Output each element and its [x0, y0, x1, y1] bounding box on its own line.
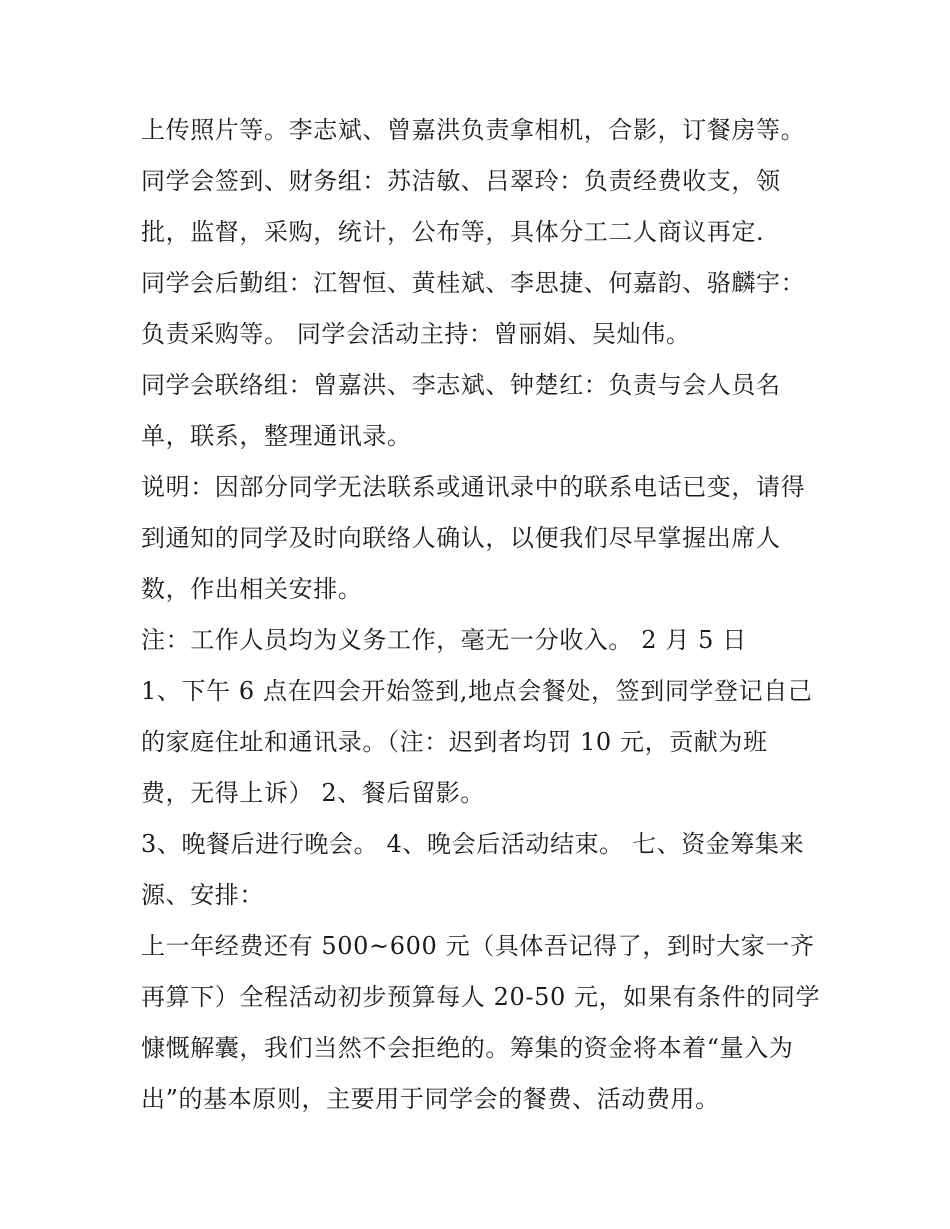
text-line: 出”的基本原则，主要用于同学会的餐费、活动费用。: [141, 1085, 720, 1113]
text-line: 同学会联络组：曾嘉洪、李志斌、钟楚红：负责与会人员名: [141, 371, 781, 399]
document-body: [141, 105, 841, 1125]
text-line: 再算下）全程活动初步预算每人 20-50 元，如果有条件的同学: [141, 983, 821, 1011]
text-line: 费，无得上诉） 2、餐后留影。: [141, 779, 485, 807]
text-line: 批，监督，采购，统计，公布等，具体分工二人商议再定.: [141, 218, 765, 246]
text-line: 负责采购等。 同学会活动主持：曾丽娟、吴灿伟。: [141, 320, 691, 348]
text-line: 注：工作人员均为义务工作，毫无一分收入。 2 月 5 日: [141, 626, 747, 654]
text-line: 上传照片等。李志斌、曾嘉洪负责拿相机，合影，订餐房等。: [141, 116, 806, 144]
text-line: 慷慨解囊，我们当然不会拒绝的。筹集的资金将本着“量入为: [141, 1034, 794, 1062]
text-line: 1、下午 6 点在四会开始签到,地点会餐处，签到同学登记自己: [141, 677, 813, 705]
text-line: 数，作出相关安排。: [141, 575, 363, 603]
text-line: 说明：因部分同学无法联系或通讯录中的联系电话已变，请得: [141, 473, 806, 501]
text-line: 同学会签到、财务组：苏洁敏、吕翠玲：负责经费收支，领: [141, 167, 781, 195]
text-line: 到通知的同学及时向联络人确认，以便我们尽早掌握出席人: [141, 524, 781, 552]
text-line: 上一年经费还有 500~600 元（具体吾记得了，到时大家一齐: [141, 932, 815, 960]
text-line: 源、安排：: [141, 881, 264, 909]
text-line: 单，联系，整理通讯录。: [141, 422, 412, 450]
text-line: 的家庭住址和通讯录。（注：迟到者均罚 10 元，贡献为班: [141, 728, 768, 756]
text-line: 同学会后勤组：江智恒、黄桂斌、李思捷、何嘉韵、骆麟宇：: [141, 269, 806, 297]
text-line: 3、晚餐后进行晚会。 4、晚会后活动结束。 七、资金筹集来: [141, 830, 805, 858]
